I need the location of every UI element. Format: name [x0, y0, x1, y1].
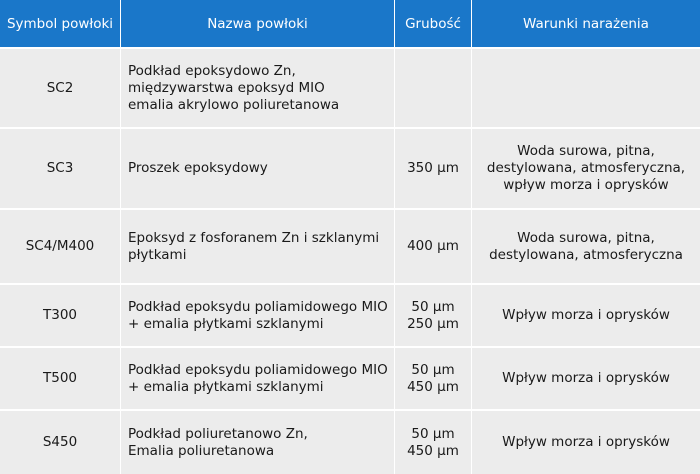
cell-symbol: SC4/M400 — [0, 210, 121, 285]
name-line: Epoksyd z fosforanem Zn i szklanymi — [128, 229, 380, 246]
cell-thickness — [395, 129, 472, 210]
cell-conditions — [472, 411, 700, 474]
cell-name — [121, 210, 395, 285]
thickness-line: 350 µm — [407, 160, 459, 176]
header-thickness: Grubość — [395, 0, 472, 49]
cell-symbol: T300 — [0, 285, 121, 348]
name-line: Podkład poliuretanowo Zn, — [128, 425, 308, 442]
table-row — [0, 210, 700, 285]
conditions-line: Wpływ morza i oprysków — [502, 307, 670, 323]
name-line: Podkład epoksydu poliamidowego MIO — [128, 361, 388, 378]
cell-name — [121, 129, 395, 210]
table-row — [0, 129, 700, 210]
name-line: + emalia płytkami szklanymi — [128, 378, 324, 395]
name-line: Emalia poliuretanowa — [128, 442, 275, 459]
cell-conditions — [472, 348, 700, 411]
cell-name — [121, 49, 395, 129]
cell-conditions — [472, 49, 700, 129]
thickness-line: 50 µm — [411, 425, 455, 442]
cell-thickness — [395, 411, 472, 474]
name-line: międzywarstwa epoksyd MIO — [128, 79, 325, 96]
header-symbol: Symbol powłoki — [0, 0, 121, 49]
cell-thickness — [395, 348, 472, 411]
cell-conditions — [472, 285, 700, 348]
conditions-line: destylowana, atmosferyczna — [489, 246, 683, 263]
thickness-line: 250 µm — [407, 315, 459, 332]
thickness-line: 50 µm — [411, 361, 455, 378]
conditions-line: Woda surowa, pitna, — [517, 229, 655, 246]
header-row — [0, 0, 700, 49]
cell-thickness — [395, 210, 472, 285]
thickness-line: 50 µm — [411, 298, 455, 315]
name-line: płytkami — [128, 246, 187, 263]
cell-thickness — [395, 285, 472, 348]
name-line: + emalia płytkami szklanymi — [128, 315, 324, 332]
cell-symbol: SC2 — [0, 49, 121, 129]
thickness-line: 450 µm — [407, 442, 459, 459]
name-line: Proszek epoksydowy — [128, 160, 268, 176]
table-row — [0, 49, 700, 129]
cell-name — [121, 411, 395, 474]
cell-symbol: S450 — [0, 411, 121, 474]
conditions-line: Woda surowa, pitna, — [517, 143, 655, 159]
conditions-line: Wpływ morza i oprysków — [502, 434, 670, 450]
thickness-line: 450 µm — [407, 378, 459, 395]
cell-symbol: T500 — [0, 348, 121, 411]
name-line: Podkład epoksydu poliamidowego MIO — [128, 298, 388, 315]
name-line: emalia akrylowo poliuretanowa — [128, 96, 340, 113]
cell-symbol: SC3 — [0, 129, 121, 210]
header-name: Nazwa powłoki — [121, 0, 395, 49]
conditions-line: destylowana, atmosferyczna, — [486, 160, 686, 176]
table-row — [0, 411, 700, 474]
header-conditions: Warunki narażenia — [472, 0, 700, 49]
conditions-line: wpływ morza i oprysków — [503, 177, 669, 193]
name-line: Podkład epoksydowo Zn, — [128, 62, 296, 79]
table-row — [0, 285, 700, 348]
cell-name — [121, 348, 395, 411]
table-row — [0, 348, 700, 411]
cell-name — [121, 285, 395, 348]
cell-conditions — [472, 210, 700, 285]
cell-thickness — [395, 49, 472, 129]
cell-conditions — [472, 129, 700, 210]
conditions-line: Wpływ morza i oprysków — [502, 370, 670, 386]
thickness-line: 400 µm — [407, 238, 459, 254]
